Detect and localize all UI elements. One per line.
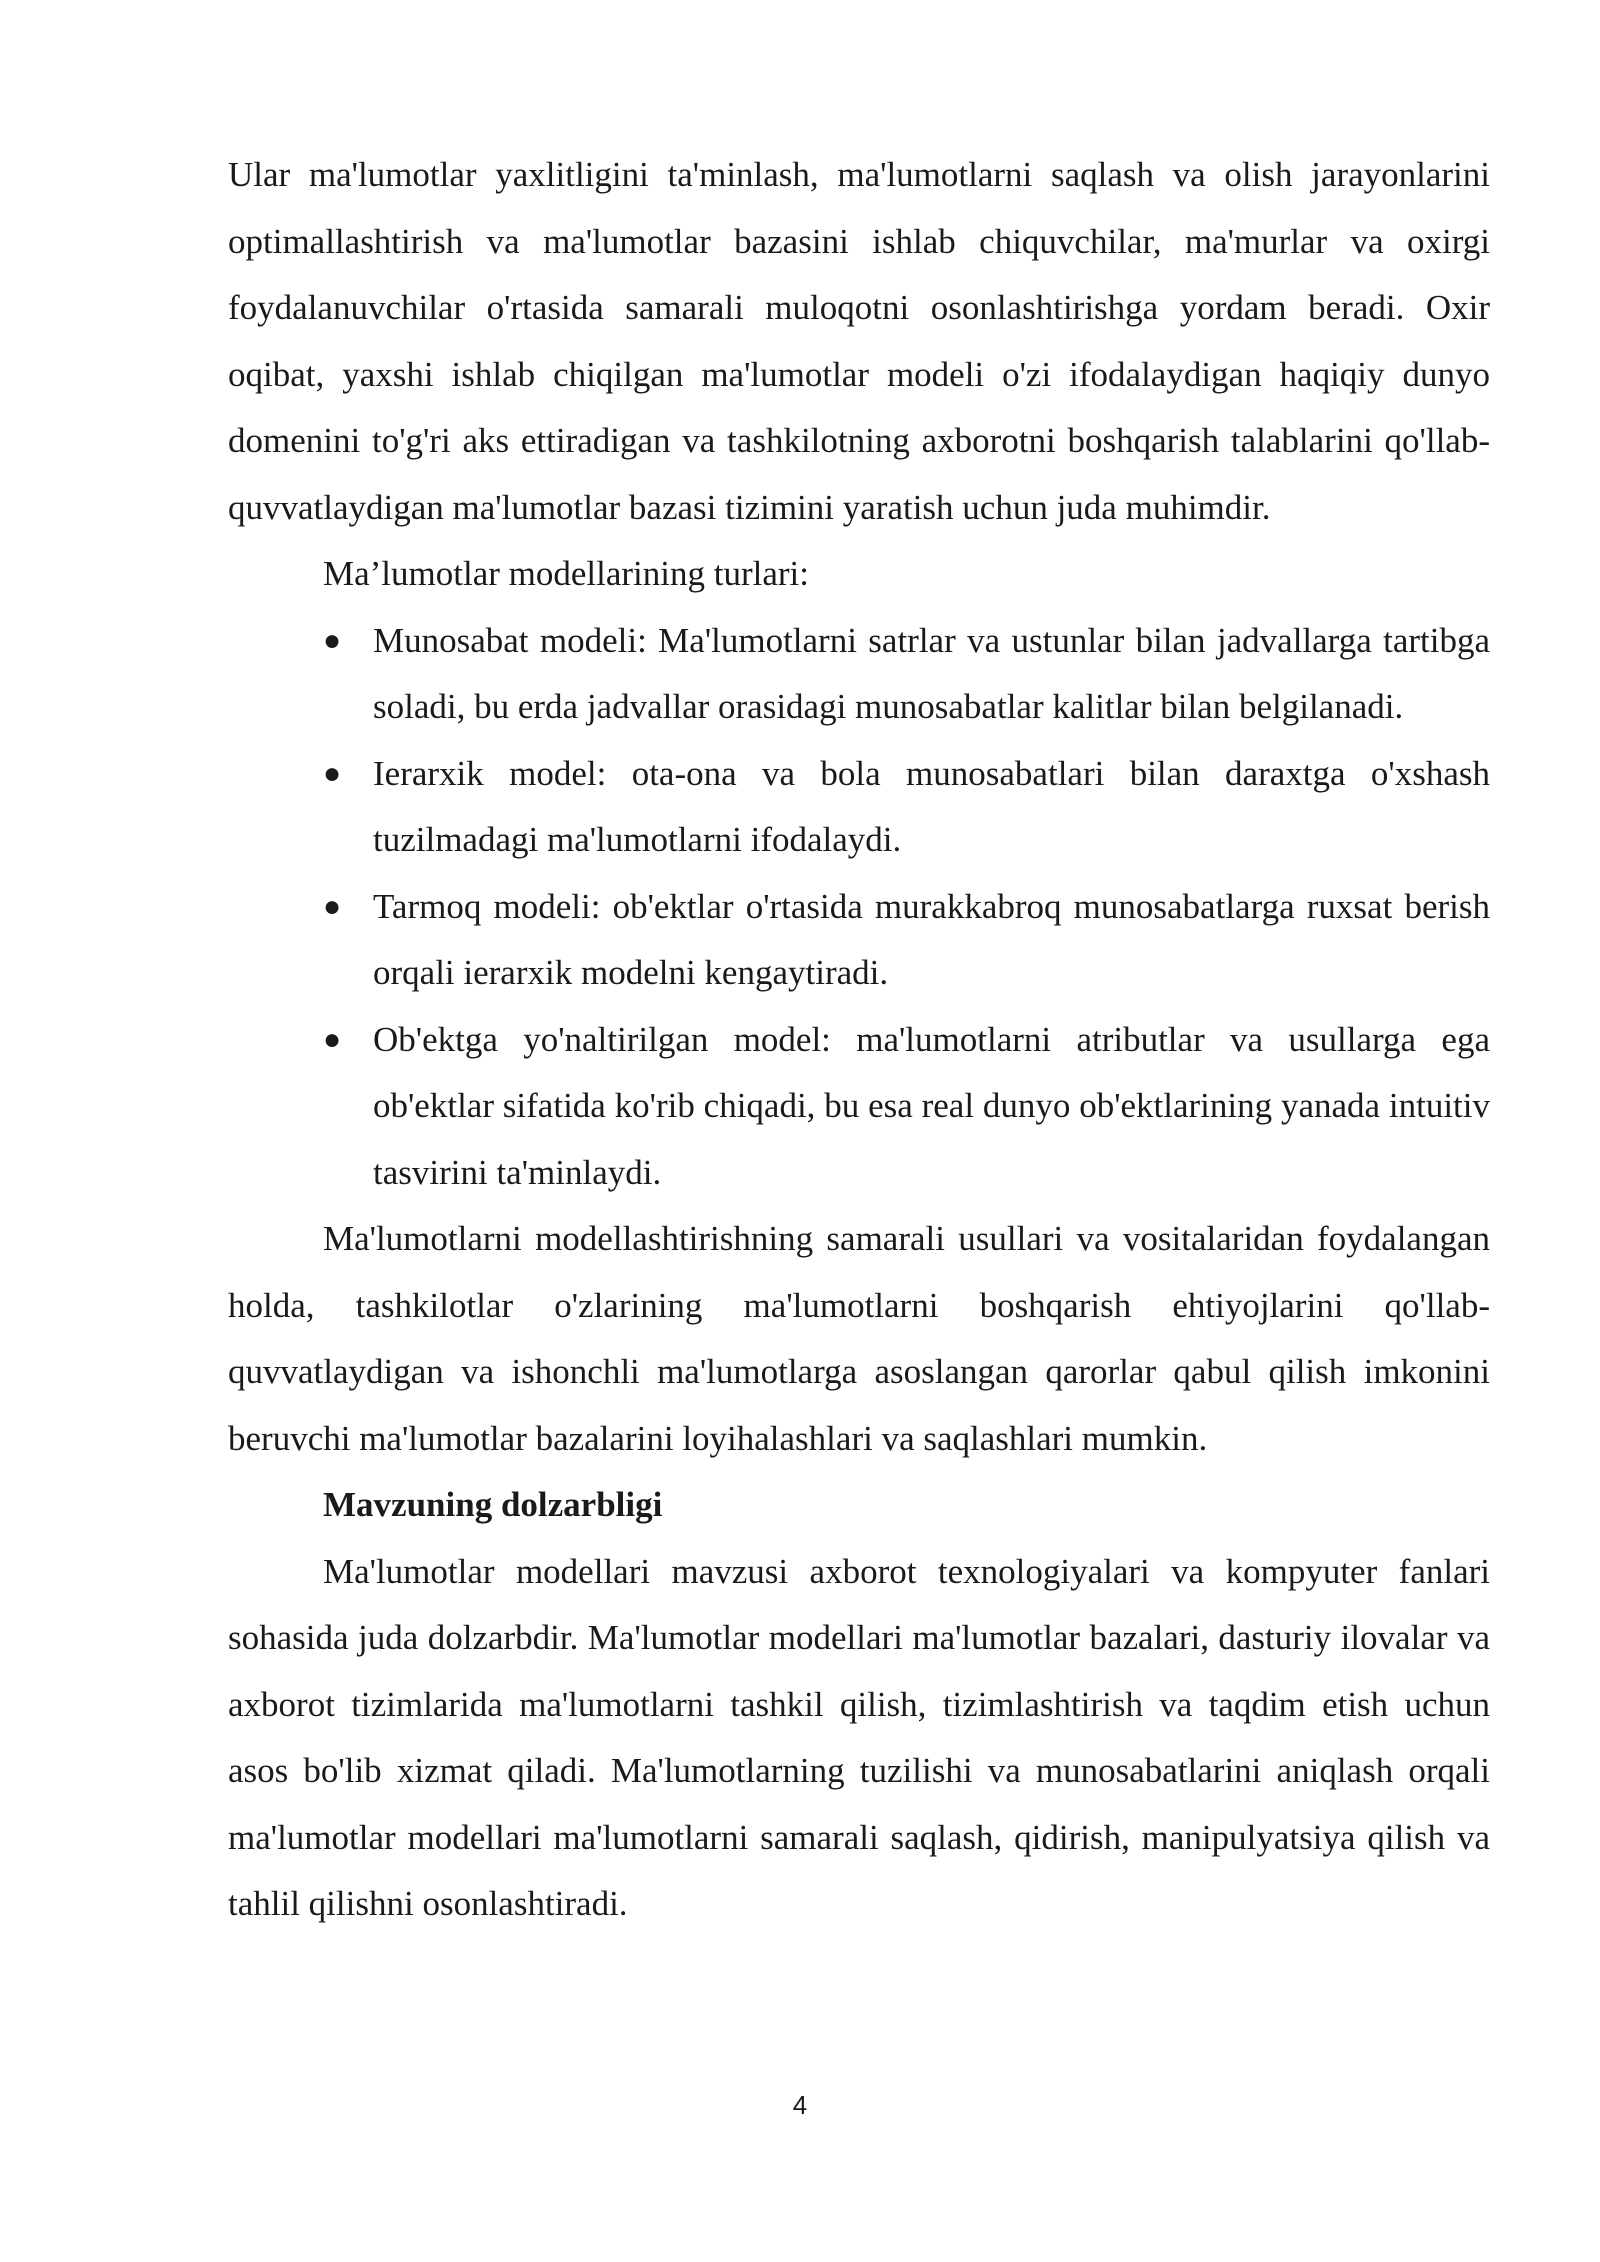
bullet-dot-icon: ●	[323, 889, 342, 923]
model-types-intro: Ma’lumotlar modellarining turlari:	[323, 554, 809, 593]
model-types-list	[228, 608, 1490, 1207]
list-item	[323, 874, 1490, 1007]
bullet-dot-icon: ●	[323, 1022, 342, 1056]
list-item-text: Ierarxik model: ota-ona va bola munosabatlari bilan daraxtga o'xshash tuzilmadagi ma'lumotlarni ifodalaydi.	[373, 753, 1490, 859]
list-item-text: Munosabat modeli: Ma'lumotlarni satrlar va ustunlar bilan jadvallarga tartibga soladi, bu erda jadvallar orasidagi munosabatlar kalitlar bilan belgilanadi.	[373, 620, 1490, 726]
list-item-text: Tarmoq modeli: ob'ektlar o'rtasida murakkabroq munosabatlarga ruxsat berish orqali ierarxik modelni kengaytiradi.	[373, 886, 1490, 992]
conclusion-paragraph: Ma'lumotlarni modellashtirishning samarali usullari va vositalaridan foydalangan holda, tashkilotlar o'zlarining ma'lumotlarni boshqarish ehtiyojlarini qo'llab-quvvatlaydigan va ishonchli ma'lumotlarga asoslangan qarorlar qabul qilish imkonini beruvchi ma'lumotlar bazalarini loyihalashlari va saqlashlari mumkin.	[228, 1219, 1490, 1458]
intro-continuation-paragraph: Ular ma'lumotlar yaxlitligini ta'minlash, ma'lumotlarni saqlash va olish jarayonlarini optimallashtirish va ma'lumotlar bazasini ishlab chiquvchilar, ma'murlar va oxirgi foydalanuvchilar o'rtasida samarali muloqotni osonlashtirishga yordam beradi. Oxir oqibat, yaxshi ishlab chiqilgan ma'lumotlar modeli o'zi ifodalaydigan haqiqiy dunyo domenini to'g'ri aks ettiradigan va tashkilotning axborotni boshqarish talablarini qo'llab-quvvatlaydigan ma'lumotlar bazasi tizimini yaratish uchun juda muhimdir.	[228, 155, 1490, 527]
section-heading: Mavzuning dolzarbligi	[323, 1485, 663, 1524]
list-item-text: Ob'ektga yo'naltirilgan model: ma'lumotlarni atributlar va usullarga ega ob'ektlar sifatida ko'rib chiqadi, bu esa real dunyo ob'ektlarining yanada intuitiv tasvirini ta'minlaydi.	[373, 1019, 1490, 1192]
list-item	[323, 741, 1490, 874]
list-item	[323, 608, 1490, 741]
page-content	[228, 142, 1490, 1938]
bullet-dot-icon: ●	[323, 756, 342, 790]
relevance-paragraph: Ma'lumotlar modellari mavzusi axborot texnologiyalari va kompyuter fanlari sohasida juda dolzarbdir. Ma'lumotlar modellari ma'lumotlar bazalari, dasturiy ilovalar va axborot tizimlarida ma'lumotlarni tashkil qilish, tizimlashtirish va taqdim etish uchun asos bo'lib xizmat qiladi. Ma'lumotlarning tuzilishi va munosabatlarini aniqlash orqali ma'lumotlar modellari ma'lumotlarni samarali saqlash, qidirish, manipulyatsiya qilish va tahlil qilishni osonlashtiradi.	[228, 1551, 1490, 1923]
page-number: 4	[792, 2090, 808, 2120]
list-item	[323, 1007, 1490, 1207]
bullet-dot-icon: ●	[323, 623, 342, 657]
